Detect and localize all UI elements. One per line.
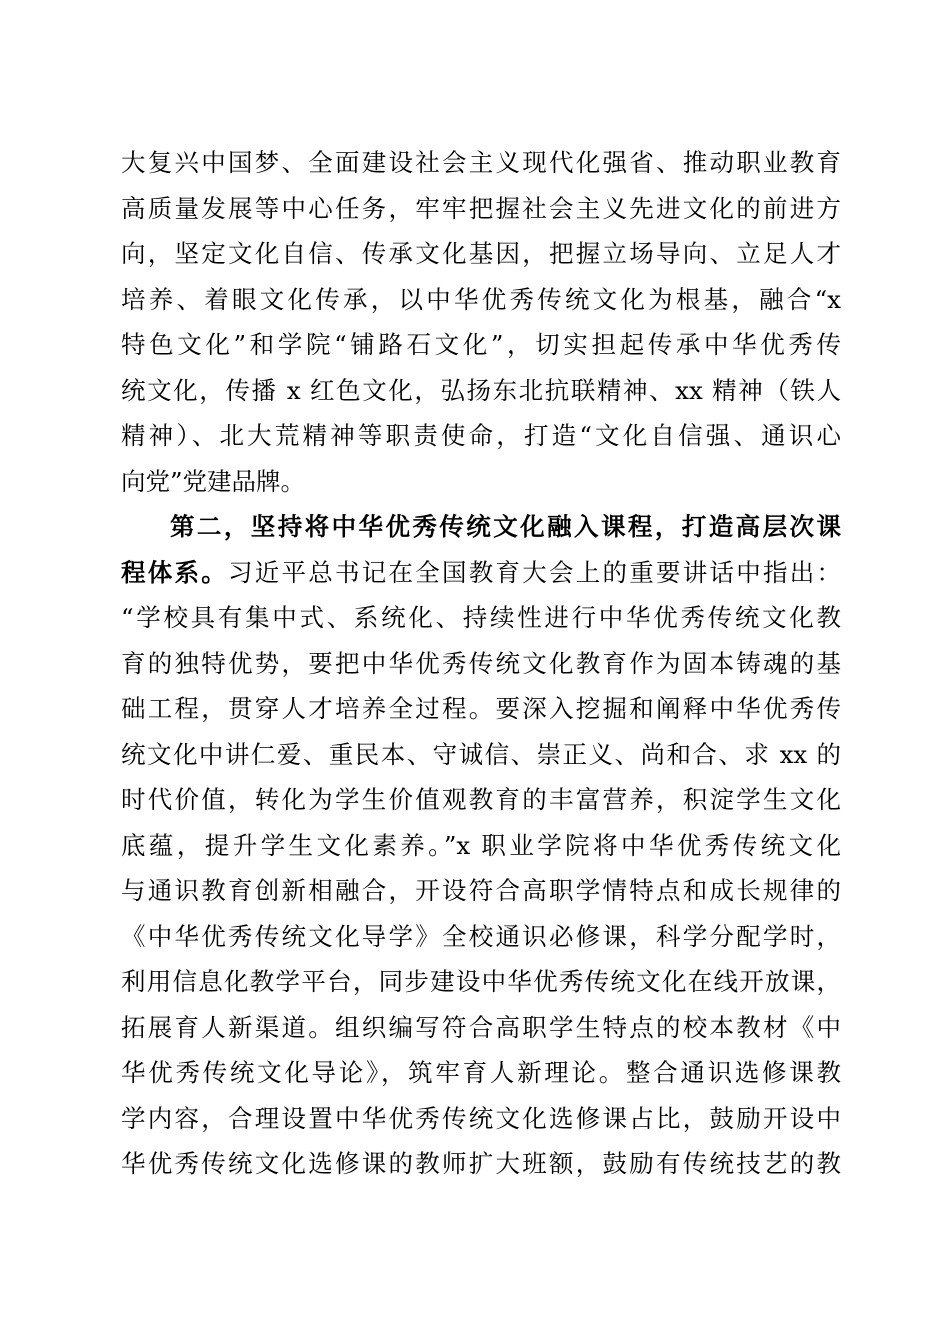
paragraph-1 (121, 140, 841, 504)
heading-rest: 习近平总书记在全国教育大会上的重要讲话中指出： (228, 557, 841, 587)
text-line: 时代价值，转化为学生价值观教育的丰富营养，积淀学生文化 (121, 785, 841, 814)
text-line: 《中华优秀传统文化导学》全校通识必修课，科学分配学时， (121, 921, 841, 951)
text-line: 向党”党建品牌。 (121, 466, 306, 496)
text-line: 高质量发展等中心任务，牢牢把握社会主义先进文化的前进方 (121, 193, 841, 223)
text-line: 础工程，贯穿人才培养全过程。要深入挖掘和阐释中华优秀传 (121, 694, 841, 723)
text-line: 统文化，传播 x 红色文化，弘扬东北抗联精神、xx 精神（铁人 (121, 375, 841, 405)
text-line: 华优秀传统文化选修课的教师扩大班额，鼓励有传统技艺的教 (121, 1149, 841, 1178)
text-line: 华优秀传统文化导论》，筑牢育人新理论。整合通识选修课教 (121, 1058, 841, 1087)
text-line: 特色文化”和学院“铺路石文化”，切实担起传承中华优秀传 (121, 330, 841, 359)
paragraph-2 (121, 504, 841, 1187)
text-line: 精神）、北大荒精神等职责使命，打造“文化自信强、通识心 (121, 421, 841, 450)
text-line (121, 550, 841, 596)
body-text (121, 140, 841, 1187)
text-line: “学校具有集中式、系统化、持续性进行中华优秀传统文化教 (121, 603, 841, 632)
text-line: 与通识教育创新相融合，开设符合高职学情特点和成长规律的 (121, 876, 841, 905)
text-line: 拓展育人新渠道。组织编写符合高职学生特点的校本教材《中 (121, 1012, 841, 1042)
heading-tail: 程体系。 (121, 557, 228, 587)
text-line: 培养、着眼文化传承，以中华优秀传统文化为根基，融合“x (121, 284, 841, 314)
text-line: 向，坚定文化自信、传承文化基因，把握立场导向、立足人才 (121, 239, 841, 268)
text-line: 利用信息化教学平台，同步建设中华优秀传统文化在线开放课， (121, 967, 841, 996)
paragraph-heading: 第二，坚持将中华优秀传统文化融入课程，打造高层次课 (170, 512, 841, 541)
text-line: 育的独特优势，要把中华优秀传统文化教育作为固本铸魂的基 (121, 648, 841, 678)
text-line: 大复兴中国梦、全面建设社会主义现代化强省、推动职业教育 (121, 148, 841, 177)
text-line: 学内容，合理设置中华优秀传统文化选修课占比，鼓励开设中 (121, 1103, 841, 1133)
text-line: 底蕴，提升学生文化素养。”x 职业学院将中华优秀传统文化 (121, 830, 841, 860)
text-line: 统文化中讲仁爱、重民本、守诚信、崇正义、尚和合、求 xx 的 (121, 739, 841, 769)
